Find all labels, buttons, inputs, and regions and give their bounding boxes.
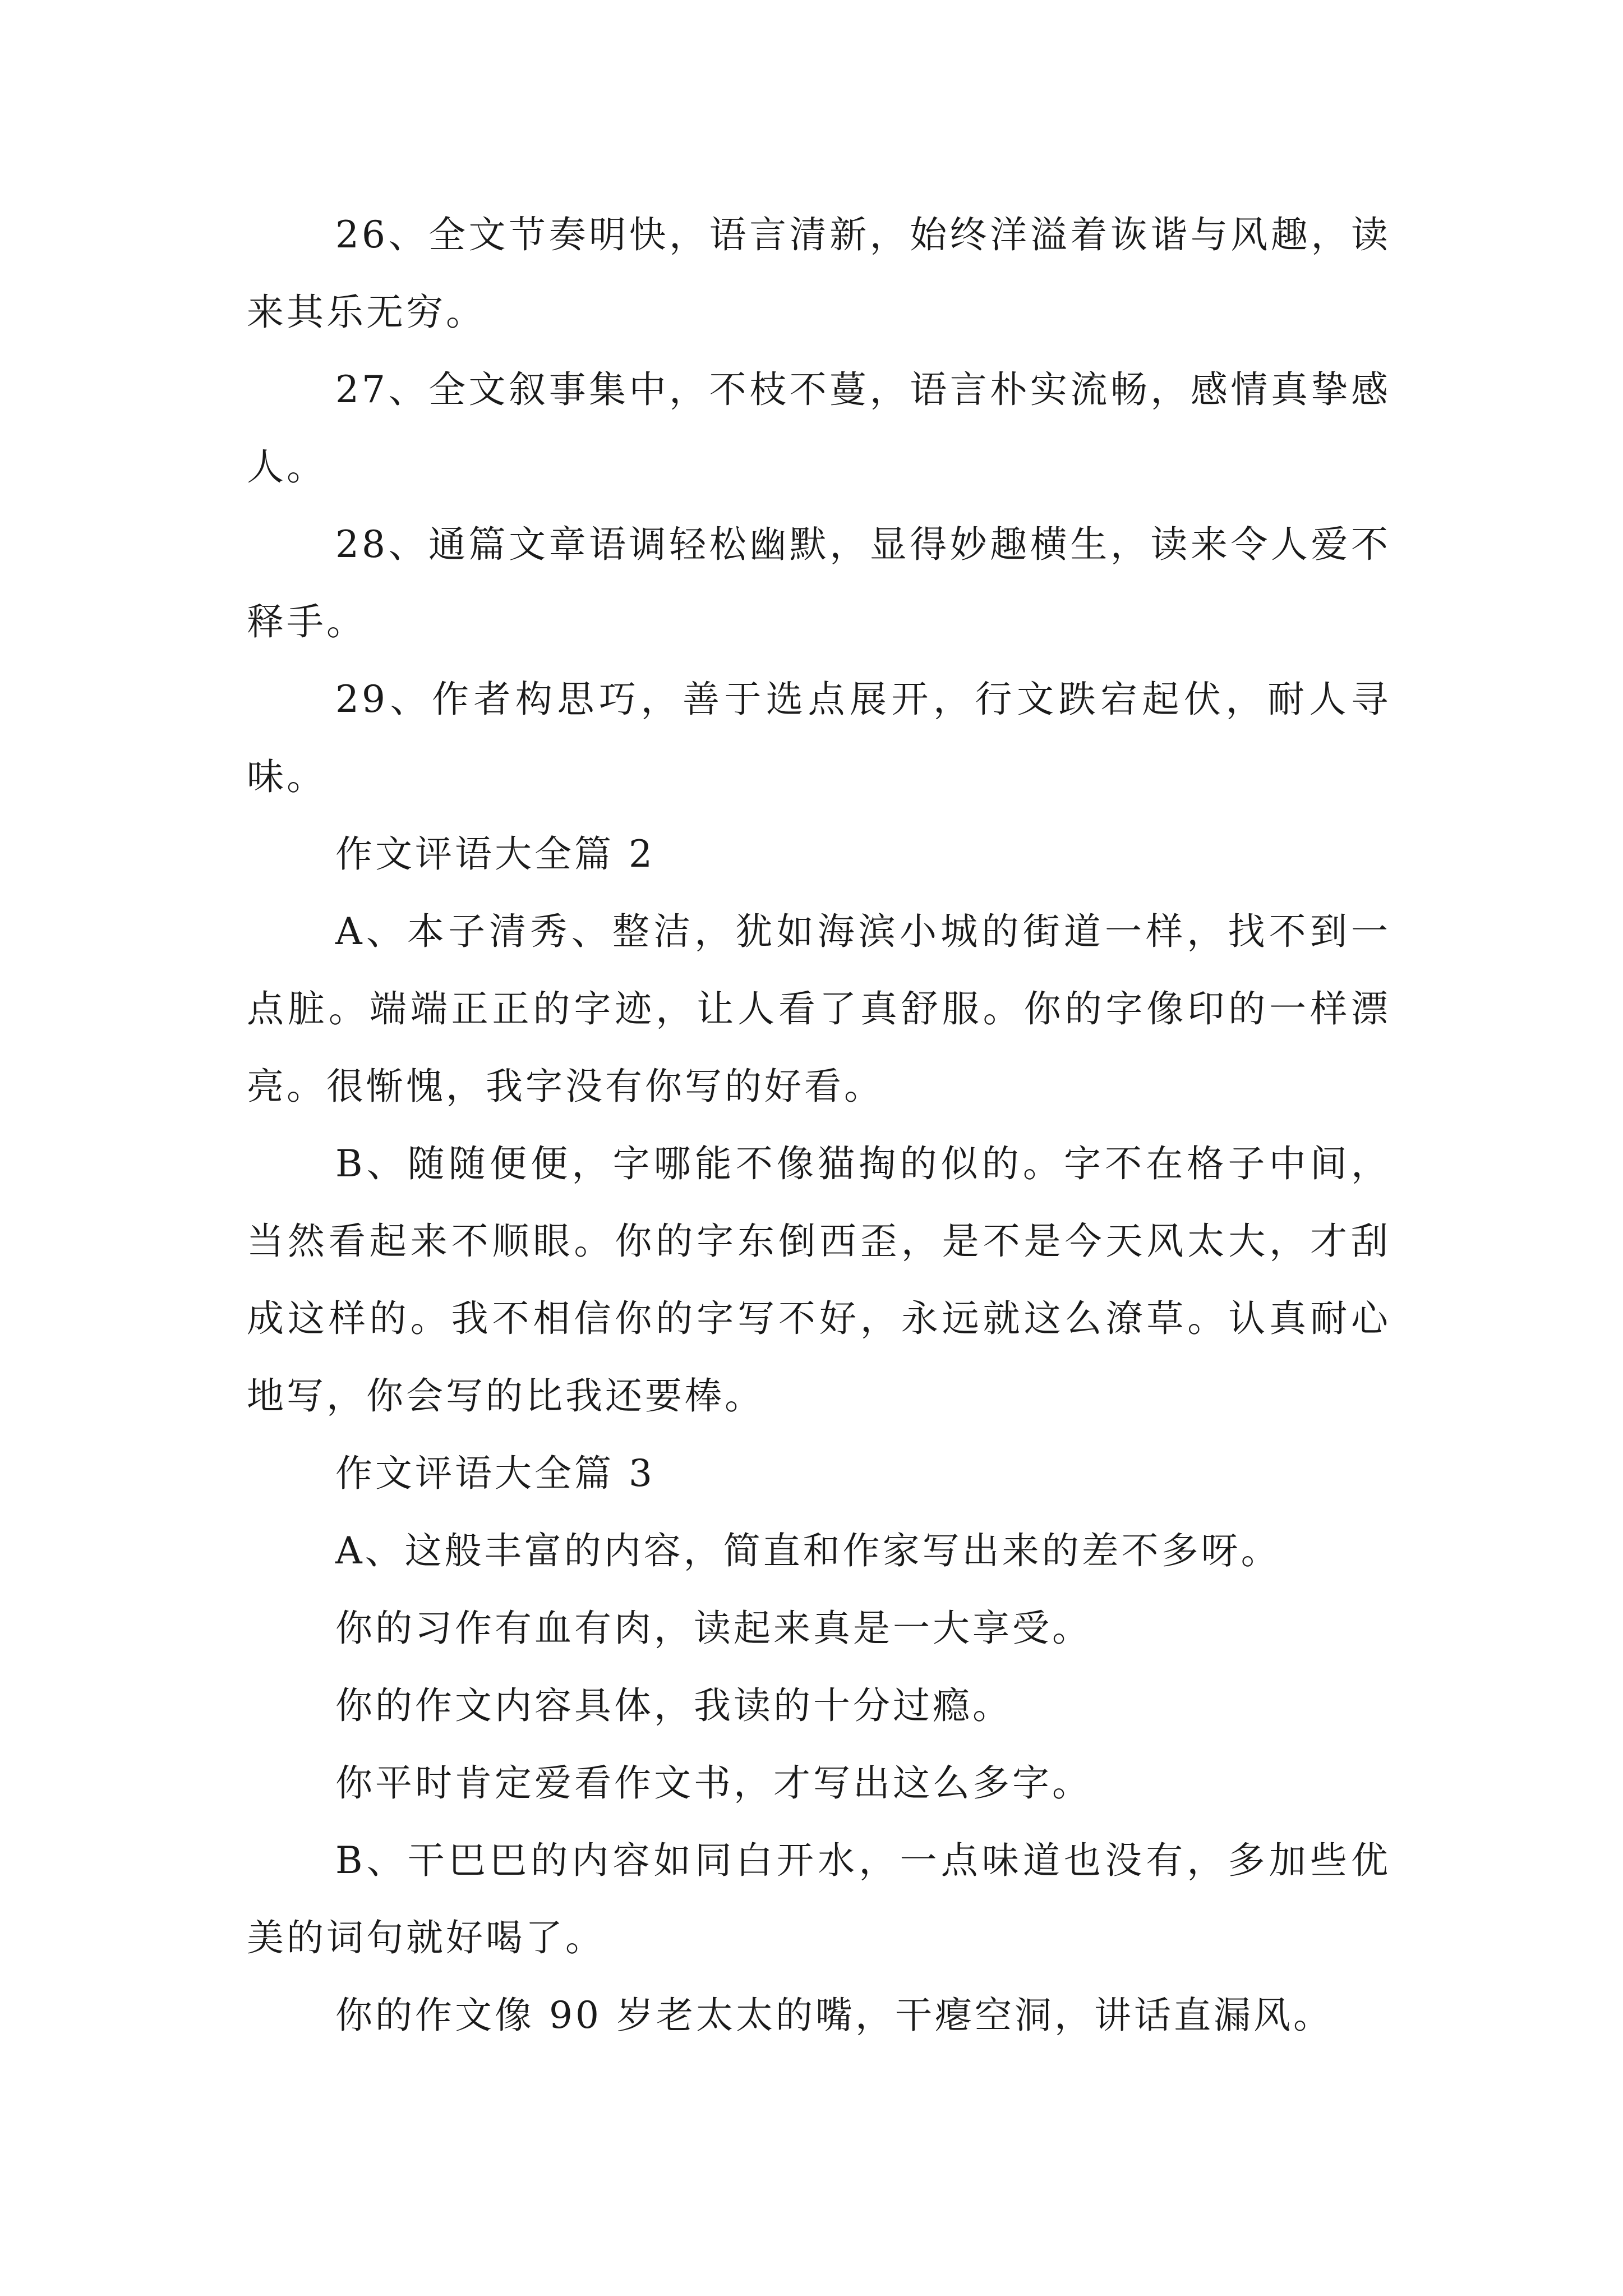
paragraph-29: 29、作者构思巧，善于选点展开，行文跌宕起伏，耐人寻味。: [247, 678, 1391, 798]
paragraph-2b: B、随随便便，字哪能不像猫掏的似的。字不在格子中间，当然看起来不顺眼。你的字东倒西歪，是不是今天风太大，才刮成这样的。我不相信你的字写不好，永远就这么潦草。认真耐心地写，你会写的比我还要棒。: [247, 1142, 1391, 1418]
document-body: [247, 196, 1391, 2054]
paragraph-28: 28、通篇文章语调轻松幽默，显得妙趣横生，读来令人爱不释手。: [247, 523, 1391, 643]
paragraph-3b-line2: 你的作文像 90 岁老太太的嘴，干瘪空洞，讲话直漏风。: [335, 1994, 1333, 2037]
section-heading-2: 作文评语大全篇 2: [335, 832, 655, 876]
paragraph-3b: B、干巴巴的内容如同白开水，一点味道也没有，多加些优美的词句就好喝了。: [247, 1839, 1391, 1959]
paragraph-3a: A、这般丰富的内容，简直和作家写出来的差不多呀。: [335, 1529, 1281, 1572]
paragraph-3a-line4: 你平时肯定爱看作文书，才写出这么多字。: [335, 1761, 1092, 1805]
section-heading-3: 作文评语大全篇 3: [335, 1452, 655, 1495]
paragraph-3a-line2: 你的习作有血有肉，读起来真是一大享受。: [335, 1607, 1092, 1650]
paragraph-27: 27、全文叙事集中，不枝不蔓，语言朴实流畅，感情真挚感人。: [247, 368, 1391, 489]
paragraph-2a: A、本子清秀、整洁，犹如海滨小城的街道一样，找不到一点脏。端端正正的字迹，让人看了真舒服。你的字像印的一样漂亮。很惭愧，我字没有你写的好看。: [247, 910, 1391, 1108]
paragraph-3a-line3: 你的作文内容具体，我读的十分过瘾。: [335, 1684, 1012, 1727]
paragraph-26: 26、全文节奏明快，语言清新，始终洋溢着诙谐与风趣，读来其乐无穷。: [247, 213, 1391, 334]
